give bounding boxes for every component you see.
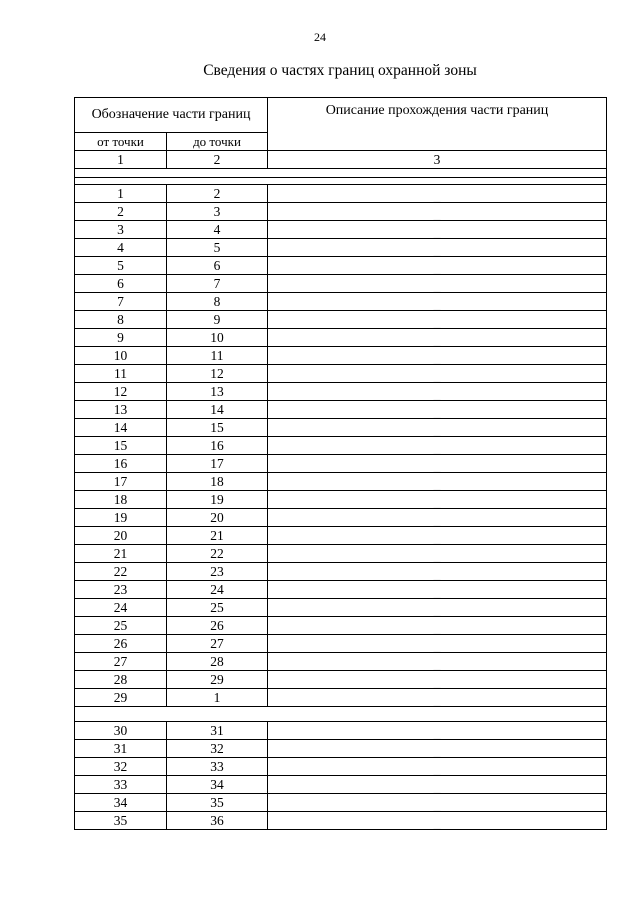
from-point-cell	[75, 722, 167, 740]
to-point-cell	[167, 275, 268, 293]
to-point-cell-text: 34	[210, 776, 224, 792]
from-point-cell-text: 1	[117, 185, 124, 201]
table-row	[75, 239, 607, 257]
from-point-cell	[75, 563, 167, 581]
to-point-cell	[167, 599, 268, 617]
table-row	[75, 419, 607, 437]
to-point-cell-text: 29	[210, 671, 224, 687]
to-point-cell	[167, 473, 268, 491]
description-cell	[268, 581, 607, 599]
to-point-cell	[167, 653, 268, 671]
boundary-parts-table	[74, 97, 607, 830]
from-point-cell-text: 17	[113, 473, 128, 489]
description-cell-text: _	[433, 404, 441, 420]
description-cell-text: _	[433, 494, 441, 510]
to-point-cell	[167, 740, 268, 758]
from-point-cell-text: 13	[113, 401, 128, 417]
from-point-cell-text: 5	[117, 257, 124, 273]
to-point-cell	[167, 794, 268, 812]
from-point-cell-text: 22	[113, 563, 128, 579]
from-point-cell	[75, 347, 167, 365]
description-cell-text: _	[433, 530, 441, 546]
to-point-cell	[167, 563, 268, 581]
description-cell	[268, 617, 607, 635]
description-cell	[268, 758, 607, 776]
description-cell	[268, 329, 607, 347]
to-point-cell-text: 25	[210, 599, 224, 615]
table-row	[75, 473, 607, 491]
column-number-1: 1	[75, 151, 167, 169]
description-cell-text: _	[433, 350, 441, 366]
table-row	[75, 185, 607, 203]
to-point-cell	[167, 365, 268, 383]
from-point-cell	[75, 275, 167, 293]
from-point-cell-text: 23	[113, 581, 128, 597]
to-point-cell-text: 27	[210, 635, 224, 651]
from-point-cell	[75, 599, 167, 617]
table-row	[75, 635, 607, 653]
table-row	[75, 599, 607, 617]
description-cell-text: _	[433, 725, 441, 741]
to-point-cell-text: 16	[210, 437, 224, 453]
description-cell	[268, 203, 607, 221]
to-point-cell-text: 35	[210, 794, 224, 810]
from-point-cell-text: 12	[113, 383, 128, 399]
from-point-cell-text: 32	[113, 758, 128, 774]
from-point-cell	[75, 401, 167, 419]
table-row	[75, 311, 607, 329]
from-point-cell-text: 9	[117, 329, 124, 345]
description-cell	[268, 599, 607, 617]
to-point-cell	[167, 383, 268, 401]
to-point-header: до точки	[167, 133, 268, 151]
to-point-cell-text: 28	[210, 653, 224, 669]
to-point-cell	[167, 203, 268, 221]
to-point-cell-text: 24	[210, 581, 224, 597]
to-point-cell	[167, 257, 268, 275]
description-cell	[268, 545, 607, 563]
to-point-cell-text: 18	[210, 473, 224, 489]
to-point-cell-text: 11	[210, 347, 224, 363]
to-point-cell	[167, 419, 268, 437]
description-cell	[268, 563, 607, 581]
to-point-cell-text: 1	[213, 689, 221, 705]
description-cell	[268, 401, 607, 419]
section-separator	[75, 707, 607, 722]
description-cell	[268, 257, 607, 275]
to-point-cell-text: 31	[210, 722, 224, 738]
from-point-cell-text: 19	[113, 509, 128, 525]
section-separator	[75, 169, 607, 178]
description-cell	[268, 722, 607, 740]
description-cell	[268, 671, 607, 689]
to-point-cell	[167, 239, 268, 257]
to-point-cell	[167, 455, 268, 473]
description-cell	[268, 527, 607, 545]
to-point-cell-text: 6	[213, 257, 221, 273]
description-cell	[268, 365, 607, 383]
from-point-cell	[75, 527, 167, 545]
to-point-cell	[167, 776, 268, 794]
from-point-cell	[75, 491, 167, 509]
description-cell	[268, 635, 607, 653]
description-cell	[268, 419, 607, 437]
description-cell-text: _	[433, 512, 441, 528]
description-cell-text: _	[433, 779, 441, 795]
table-row	[75, 617, 607, 635]
to-point-cell	[167, 617, 268, 635]
description-cell-text: _	[433, 761, 441, 777]
from-point-cell	[75, 689, 167, 707]
column-number-2: 2	[167, 151, 268, 169]
from-point-cell-text: 3	[117, 221, 124, 237]
description-cell-text: _	[433, 260, 441, 276]
from-point-cell-text: 28	[113, 671, 128, 687]
to-point-cell	[167, 812, 268, 830]
to-point-cell-text: 36	[210, 812, 224, 828]
from-point-cell	[75, 671, 167, 689]
to-point-cell	[167, 185, 268, 203]
description-cell	[268, 689, 607, 707]
to-point-cell-text: 2	[213, 185, 221, 201]
to-point-cell	[167, 635, 268, 653]
description-cell-text: _	[433, 797, 441, 813]
from-point-cell-text: 8	[117, 311, 124, 327]
description-cell	[268, 491, 607, 509]
description-cell	[268, 239, 607, 257]
description-cell-text: _	[433, 422, 441, 438]
to-point-cell-text: 7	[213, 275, 221, 291]
to-point-cell	[167, 671, 268, 689]
to-point-cell	[167, 545, 268, 563]
from-point-cell-text: 18	[113, 491, 128, 507]
table-row	[75, 545, 607, 563]
to-point-cell	[167, 311, 268, 329]
from-point-cell	[75, 509, 167, 527]
to-point-cell	[167, 527, 268, 545]
table-row	[75, 275, 607, 293]
column-number-3: 3	[268, 151, 607, 169]
from-point-cell-text: 10	[113, 347, 128, 363]
from-point-cell	[75, 329, 167, 347]
from-point-cell-text: 35	[113, 812, 128, 828]
table-row	[75, 347, 607, 365]
from-point-cell	[75, 794, 167, 812]
from-point-cell	[75, 293, 167, 311]
from-point-cell-text: 4	[117, 239, 124, 255]
to-point-cell	[167, 491, 268, 509]
to-point-cell-text: 8	[213, 293, 221, 309]
description-cell-text: _	[433, 566, 441, 582]
description-cell-text: _	[433, 815, 441, 831]
description-cell-text: _	[433, 548, 441, 564]
description-cell-text: _	[433, 188, 441, 204]
from-point-cell	[75, 383, 167, 401]
to-point-cell-text: 33	[210, 758, 224, 774]
description-cell-text: _	[433, 224, 441, 240]
to-point-cell-text: 13	[210, 383, 224, 399]
description-cell	[268, 812, 607, 830]
from-point-cell	[75, 812, 167, 830]
table-row	[75, 203, 607, 221]
from-point-cell	[75, 581, 167, 599]
description-cell	[268, 293, 607, 311]
from-point-cell	[75, 473, 167, 491]
table-row	[75, 794, 607, 812]
description-cell-text: _	[433, 206, 441, 222]
from-point-cell-text: 30	[113, 722, 128, 738]
description-cell-text: _	[433, 332, 441, 348]
from-point-cell-text: 24	[113, 599, 128, 615]
description-cell	[268, 437, 607, 455]
to-point-cell	[167, 722, 268, 740]
from-point-cell	[75, 455, 167, 473]
boundary-part-designation-header: Обозначение части границ	[75, 98, 268, 133]
from-point-cell-text: 27	[113, 653, 128, 669]
table-row	[75, 581, 607, 599]
from-point-cell-text: 26	[113, 635, 128, 651]
from-point-cell	[75, 221, 167, 239]
to-point-cell-text: 5	[213, 239, 221, 255]
table-row	[75, 437, 607, 455]
from-point-cell	[75, 311, 167, 329]
description-cell-text: _	[433, 440, 441, 456]
table-row	[75, 671, 607, 689]
from-point-cell-text: 25	[113, 617, 128, 633]
description-cell-text: _	[433, 368, 441, 384]
to-point-cell	[167, 401, 268, 419]
description-cell-text: _	[433, 476, 441, 492]
table-row	[75, 776, 607, 794]
table-row	[75, 740, 607, 758]
description-cell-text: _	[433, 602, 441, 618]
from-point-cell-text: 20	[113, 527, 128, 543]
to-point-cell-text: 32	[210, 740, 224, 756]
to-point-cell-text: 9	[213, 311, 221, 327]
to-point-cell-text: 14	[210, 401, 224, 417]
description-cell	[268, 509, 607, 527]
to-point-cell	[167, 437, 268, 455]
to-point-cell-text: 12	[210, 365, 224, 381]
from-point-cell	[75, 239, 167, 257]
description-cell-text: _	[433, 278, 441, 294]
to-point-cell-text: 21	[210, 527, 224, 543]
table-row	[75, 329, 607, 347]
description-cell	[268, 776, 607, 794]
from-point-cell-text: 34	[113, 794, 128, 810]
to-point-cell	[167, 329, 268, 347]
from-point-cell	[75, 635, 167, 653]
to-point-cell-text: 10	[210, 329, 224, 345]
to-point-cell	[167, 758, 268, 776]
from-point-cell	[75, 545, 167, 563]
description-cell-text: _	[433, 458, 441, 474]
description-cell	[268, 383, 607, 401]
table-row	[75, 257, 607, 275]
from-point-header: от точки	[75, 133, 167, 151]
from-point-cell-text: 16	[113, 455, 128, 471]
description-cell-text: _	[433, 674, 441, 690]
description-cell	[268, 740, 607, 758]
from-point-cell	[75, 776, 167, 794]
document-title: Сведения о частях границ охранной зоны	[203, 62, 477, 79]
from-point-cell-text: 11	[114, 365, 127, 381]
description-cell	[268, 185, 607, 203]
table-row	[75, 563, 607, 581]
to-point-cell	[167, 293, 268, 311]
description-cell-text: _	[433, 692, 441, 708]
from-point-cell-text: 6	[117, 275, 124, 291]
table-row	[75, 689, 607, 707]
from-point-cell	[75, 653, 167, 671]
from-point-cell-text: 21	[113, 545, 128, 561]
from-point-cell	[75, 185, 167, 203]
to-point-cell	[167, 689, 268, 707]
description-cell	[268, 311, 607, 329]
table-row	[75, 653, 607, 671]
section-separator	[75, 178, 607, 185]
description-cell-text: _	[433, 314, 441, 330]
from-point-cell-text: 14	[113, 419, 128, 435]
table-row	[75, 293, 607, 311]
description-cell	[268, 347, 607, 365]
description-cell-text: _	[433, 386, 441, 402]
description-cell-text: _	[433, 743, 441, 759]
from-point-cell-text: 31	[113, 740, 128, 756]
from-point-cell	[75, 203, 167, 221]
to-point-cell-text: 26	[210, 617, 224, 633]
to-point-cell-text: 23	[210, 563, 224, 579]
to-point-cell	[167, 347, 268, 365]
description-cell-text: _	[433, 296, 441, 312]
from-point-cell-text: 15	[113, 437, 128, 453]
page-number: 24	[314, 30, 326, 44]
description-cell-text: _	[433, 656, 441, 672]
description-cell-text: _	[433, 638, 441, 654]
description-cell	[268, 221, 607, 239]
table-row	[75, 221, 607, 239]
table-row	[75, 365, 607, 383]
table-row	[75, 812, 607, 830]
table-row	[75, 401, 607, 419]
to-point-cell	[167, 581, 268, 599]
boundary-part-description-header: Описание прохождения части границ	[268, 98, 607, 151]
description-cell	[268, 473, 607, 491]
table-row	[75, 509, 607, 527]
from-point-cell-text: 29	[113, 689, 128, 705]
from-point-cell	[75, 437, 167, 455]
from-point-cell	[75, 257, 167, 275]
description-cell	[268, 653, 607, 671]
table-row	[75, 527, 607, 545]
from-point-cell-text: 33	[113, 776, 128, 792]
from-point-cell-text: 2	[117, 203, 124, 219]
table-row	[75, 758, 607, 776]
to-point-cell	[167, 509, 268, 527]
table-row	[75, 491, 607, 509]
from-point-cell-text: 7	[117, 293, 124, 309]
from-point-cell	[75, 419, 167, 437]
to-point-cell-text: 19	[210, 491, 224, 507]
to-point-cell-text: 22	[210, 545, 224, 561]
to-point-cell	[167, 221, 268, 239]
from-point-cell	[75, 740, 167, 758]
description-cell	[268, 455, 607, 473]
description-cell-text: _	[433, 620, 441, 636]
to-point-cell-text: 4	[213, 221, 221, 237]
description-cell-text: _	[433, 584, 441, 600]
description-cell-text: _	[433, 242, 441, 258]
table-row	[75, 722, 607, 740]
to-point-cell-text: 15	[210, 419, 224, 435]
description-cell	[268, 794, 607, 812]
from-point-cell	[75, 617, 167, 635]
to-point-cell-text: 17	[210, 455, 224, 471]
description-cell	[268, 275, 607, 293]
from-point-cell	[75, 365, 167, 383]
table-row	[75, 383, 607, 401]
to-point-cell-text: 20	[210, 509, 224, 525]
from-point-cell	[75, 758, 167, 776]
table-row	[75, 455, 607, 473]
to-point-cell-text: 3	[213, 203, 221, 219]
